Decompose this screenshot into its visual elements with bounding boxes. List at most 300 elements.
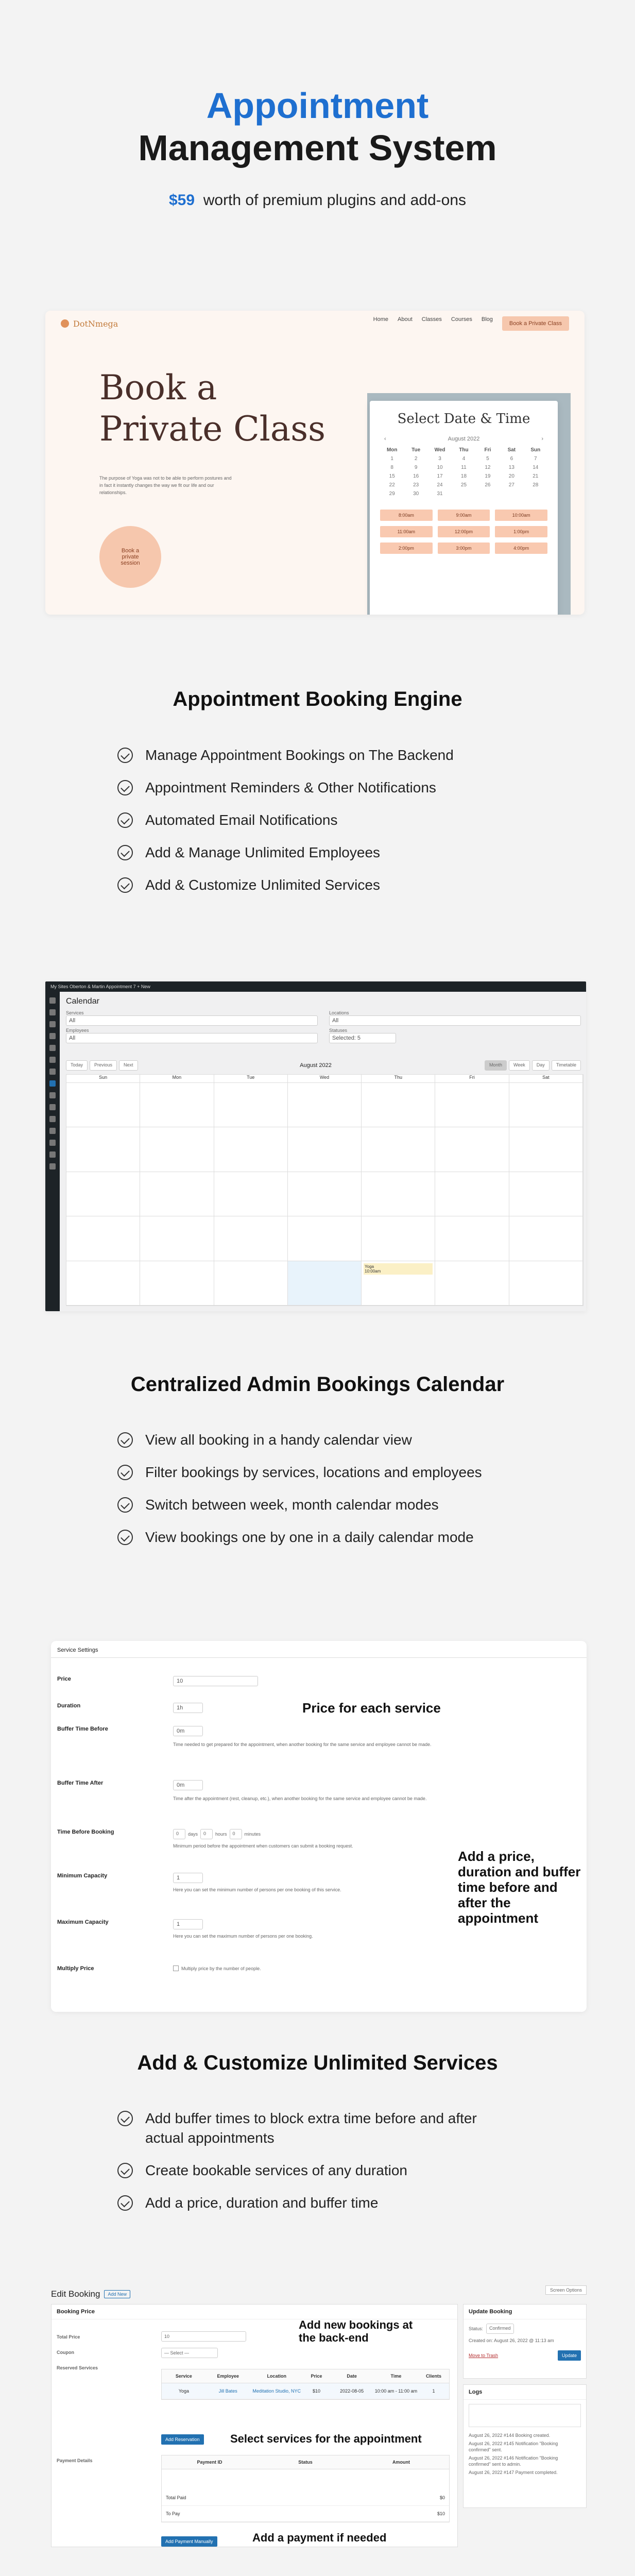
calendar-cell[interactable]: [140, 1216, 214, 1261]
feature-text: Add buffer times to block extra time before and after actual appointments: [145, 2110, 477, 2146]
calendar-cell[interactable]: [509, 1083, 583, 1127]
hero-price: $59: [168, 192, 195, 209]
multiply-price-text: Multiply price by the number of people.: [181, 1965, 261, 1971]
calendar-cell[interactable]: [66, 1172, 140, 1216]
calendar-day[interactable]: 20: [508, 473, 514, 479]
time-slot[interactable]: 4:00pm: [495, 543, 547, 554]
calendar-cell[interactable]: [288, 1083, 362, 1127]
calendar-cell[interactable]: [66, 1261, 140, 1306]
calendar-cell[interactable]: [140, 1172, 214, 1216]
calendar-cell[interactable]: [435, 1172, 509, 1216]
duration-label: Duration: [57, 1703, 81, 1709]
column-header: Location: [267, 2374, 286, 2379]
min-capacity-label: Minimum Capacity: [57, 1873, 108, 1879]
calendar-day[interactable]: 25: [460, 482, 467, 488]
check-icon: [117, 1530, 133, 1545]
calendar-cell[interactable]: [435, 1083, 509, 1127]
menu-icon[interactable]: [49, 1092, 56, 1098]
total-paid-row: [162, 2490, 449, 2506]
time-slot[interactable]: 10:00am: [495, 510, 547, 521]
price-label: Price: [57, 1676, 71, 1682]
total-price-label: Total Price: [57, 2334, 80, 2340]
calendar-cell[interactable]: [66, 1216, 140, 1261]
time-slot[interactable]: 1:00pm: [495, 526, 547, 537]
log-entry: August 26, 2022 #147 Payment completed.: [469, 2470, 558, 2475]
calendar-cell[interactable]: [140, 1127, 214, 1172]
event-title: Yoga: [365, 1264, 374, 1269]
max-capacity-label: Maximum Capacity: [57, 1919, 109, 1925]
note-price: Price for each service: [302, 1700, 441, 1716]
feature-item: [117, 778, 454, 798]
add-reservation-button[interactable]: Add Reservation: [161, 2434, 204, 2445]
wp-sidebar: [45, 992, 60, 1311]
buffer-after-label: Buffer Time After: [57, 1780, 104, 1786]
date-picker-grid: [380, 447, 547, 497]
site-nav-courses[interactable]: Courses: [451, 316, 472, 323]
column-header: Clients: [425, 2374, 441, 2379]
calendar-day[interactable]: 7: [534, 456, 537, 462]
cell-clients: 1: [432, 2388, 435, 2394]
site-logo-icon: [61, 319, 69, 328]
check-icon: [117, 2163, 133, 2178]
coupon-label: Coupon: [57, 2350, 74, 2355]
site-nav-home[interactable]: Home: [373, 316, 389, 323]
site-book-button[interactable]: Book a Private Class: [502, 316, 569, 331]
update-booking-box: [463, 2304, 587, 2379]
calendar-day[interactable]: 23: [413, 482, 419, 488]
check-icon: [117, 812, 133, 828]
move-to-trash-link[interactable]: Move to Trash: [469, 2353, 499, 2358]
date-picker-card: [370, 401, 558, 615]
wp-admin-bar: My Sites Oberton & Martin Appointment 7 + New: [45, 981, 586, 992]
created-on: Created on: August 26, 2022 @ 11:13 am: [469, 2338, 554, 2343]
calendar-cell[interactable]: [66, 1083, 140, 1127]
calendar-day[interactable]: 24: [437, 482, 443, 488]
site-logo: DotNmega: [73, 318, 118, 329]
max-capacity-row: [57, 1919, 461, 1939]
calendar-cell[interactable]: [66, 1127, 140, 1172]
calendar-day[interactable]: 18: [460, 473, 467, 479]
calendar-day[interactable]: 13: [508, 465, 514, 470]
payments-header: [162, 2455, 449, 2469]
calendar-day[interactable]: 11: [461, 465, 467, 470]
menu-icon[interactable]: [49, 997, 56, 1004]
column-header: Price: [311, 2374, 322, 2379]
calendar-weekday: Thu: [362, 1075, 435, 1083]
check-icon: [117, 780, 133, 795]
cell-time: 10:00 am - 11:00 am: [374, 2388, 418, 2394]
days-unit: days: [188, 1832, 198, 1837]
site-menu: [373, 316, 569, 331]
hero-price-suffix: worth of premium plugins and add-ons: [203, 192, 466, 209]
hours-unit: hours: [215, 1832, 227, 1837]
calendar-page-title: Calendar: [66, 997, 99, 1006]
status-select[interactable]: Confirmed: [486, 2324, 514, 2334]
calendar-cell[interactable]: [509, 1172, 583, 1216]
service-settings-screenshot: [51, 1641, 587, 2012]
time-slot[interactable]: 2:00pm: [380, 543, 433, 554]
feature-text: View bookings one by one in a daily calendar mode: [145, 1529, 474, 1545]
cell-employee[interactable]: Jill Bates: [218, 2388, 237, 2394]
to-pay-label: To Pay: [166, 2511, 180, 2516]
time-slot[interactable]: 3:00pm: [438, 543, 490, 554]
log-message-input[interactable]: [469, 2404, 581, 2427]
calendar-day[interactable]: 22: [389, 482, 395, 488]
total-paid-label: Total Paid: [166, 2495, 186, 2500]
time-before-booking-label: Time Before Booking: [57, 1829, 114, 1835]
time-slot[interactable]: 12:00pm: [438, 526, 490, 537]
weekday-label: Tue: [411, 447, 421, 453]
feature-item: [117, 875, 454, 895]
time-slot[interactable]: 8:00am: [380, 510, 433, 521]
statuses-filter[interactable]: Selected: 5: [329, 1033, 396, 1043]
calendar-month-title: August 2022: [300, 1062, 332, 1069]
time-before-booking-row: [57, 1829, 461, 1849]
date-picker-month: August 2022: [448, 436, 480, 442]
calendar-day[interactable]: 14: [533, 465, 539, 470]
log-entry: August 26, 2022 #145 Notification "Booking confirmed" sent.: [469, 2441, 558, 2452]
service-settings-heading: Service Settings: [57, 1647, 98, 1653]
calendar-weekday: Sat: [509, 1075, 583, 1083]
cell-price: $10: [312, 2388, 320, 2394]
payment-details-label: Payment Details: [57, 2458, 93, 2463]
calendar-cell[interactable]: [509, 1216, 583, 1261]
admin-calendar-screenshot: [45, 981, 586, 1311]
calendar-day[interactable]: 10: [437, 465, 443, 470]
check-icon: [117, 1432, 133, 1448]
filter-label: Employees: [66, 1028, 89, 1033]
update-button[interactable]: Update: [558, 2350, 581, 2361]
weekday-label: Mon: [386, 447, 398, 453]
site-preview: [45, 311, 585, 615]
calendar-cell[interactable]: [362, 1127, 435, 1172]
filter-label: Services: [66, 1010, 84, 1015]
weekday-label: Sun: [530, 447, 541, 453]
feature-item: [117, 2161, 480, 2180]
site-nav: [45, 311, 585, 336]
hero-title-line1: Appointment: [206, 86, 429, 126]
weekday-label: Sat: [507, 447, 516, 453]
max-capacity-input[interactable]: 1: [173, 1919, 203, 1929]
feature-text: View all booking in a handy calendar view: [145, 1432, 412, 1448]
weekday-label: Thu: [459, 447, 469, 453]
timetable-view-button[interactable]: Timetable: [552, 1060, 581, 1071]
filter-label: Statuses: [329, 1028, 348, 1033]
calendar-day[interactable]: 3: [438, 456, 441, 462]
prev-month-icon[interactable]: ‹: [384, 436, 386, 442]
calendar-weekday: Mon: [140, 1075, 214, 1083]
time-slots: [380, 510, 547, 554]
buffer-after-select[interactable]: 0m: [173, 1780, 203, 1790]
site-hero-title-line2: Private Class: [99, 409, 325, 449]
menu-icon[interactable]: [49, 1045, 56, 1051]
calendar-weekday: Fri: [435, 1075, 509, 1083]
check-icon: [117, 748, 133, 763]
min-capacity-input[interactable]: 1: [173, 1873, 203, 1883]
calendar-day[interactable]: 29: [389, 491, 395, 497]
calendar-cell[interactable]: [435, 1216, 509, 1261]
check-icon: [117, 2111, 133, 2126]
hero-title-line2: Management System: [138, 128, 497, 168]
feature-item: [117, 1463, 482, 1482]
column-header: Amount: [392, 2460, 410, 2465]
calendar-day[interactable]: 6: [510, 456, 513, 462]
calendar-day[interactable]: 5: [486, 456, 489, 462]
booking-price-box-title: Booking Price: [52, 2304, 457, 2319]
price-input[interactable]: 10: [173, 1676, 258, 1686]
day-view-button[interactable]: Day: [532, 1060, 550, 1071]
feature-item: [117, 2109, 480, 2148]
employees-filter[interactable]: All: [66, 1033, 318, 1043]
site-nav-blog[interactable]: Blog: [481, 316, 493, 323]
calendar-cell[interactable]: [362, 1172, 435, 1216]
feature-item: [117, 810, 454, 830]
buffer-before-select[interactable]: 0m: [173, 1726, 203, 1736]
feature-text: Appointment Reminders & Other Notifications: [145, 779, 436, 795]
feature-item: [117, 745, 454, 765]
calendar-day[interactable]: 30: [413, 491, 419, 497]
admin-calendar-features: [117, 1430, 482, 1560]
total-paid-value: $0: [439, 2495, 445, 2500]
note-add-payment: Add a payment if needed: [252, 2531, 387, 2544]
calendar-day[interactable]: 21: [533, 473, 539, 479]
menu-icon[interactable]: [49, 1009, 56, 1015]
booking-engine-features: [117, 745, 454, 908]
site-hero-title: [99, 367, 325, 450]
edit-booking-title: Edit Booking: [51, 2289, 100, 2299]
month-view-button[interactable]: Month: [485, 1060, 507, 1071]
next-button[interactable]: Next: [119, 1060, 138, 1071]
calendar-day[interactable]: 12: [485, 465, 491, 470]
calendar-cell[interactable]: [140, 1261, 214, 1306]
column-header: Employee: [217, 2374, 239, 2379]
calendar-cell[interactable]: [214, 1127, 288, 1172]
section-booking-engine-title: Appointment Booking Engine: [173, 688, 462, 710]
calendar-day[interactable]: 26: [485, 482, 491, 488]
feature-text: Add & Manage Unlimited Employees: [145, 844, 381, 860]
min-capacity-help: Here you can set the minimum number of persons per one booking of this service.: [173, 1887, 341, 1892]
coupon-select[interactable]: — Select —: [161, 2348, 218, 2358]
feature-item: [117, 2193, 480, 2213]
feature-item: [117, 1528, 482, 1547]
date-picker-month-nav: [380, 436, 547, 442]
logs-box: [463, 2384, 587, 2508]
edit-booking-screenshot: [51, 2287, 587, 2550]
column-header: Service: [175, 2374, 192, 2379]
month-calendar-grid: [66, 1074, 583, 1306]
multiply-price-row: [57, 1965, 261, 1972]
check-icon: [117, 1497, 133, 1513]
calendar-weekday: Wed: [288, 1075, 362, 1083]
locations-filter[interactable]: All: [329, 1015, 581, 1026]
weekday-label: Fri: [484, 447, 491, 453]
calendar-day[interactable]: 19: [485, 473, 491, 479]
calendar-day[interactable]: 2: [414, 456, 418, 462]
column-header: Payment ID: [197, 2460, 222, 2465]
calendar-day[interactable]: 1: [390, 456, 393, 462]
feature-text: Manage Appointment Bookings on The Backend: [145, 747, 454, 763]
section-services-title: Add & Customize Unlimited Services: [137, 2052, 498, 2074]
log-entry: August 26, 2022 #144 Booking created.: [469, 2433, 551, 2438]
week-view-button[interactable]: Week: [509, 1060, 530, 1071]
payments-table: [161, 2455, 450, 2522]
booking-price-box: [51, 2304, 458, 2547]
cell-date: 2022-08-05: [340, 2388, 364, 2394]
site-hero-intro: The purpose of Yoga was not to be able to perform postures and in fact it instantly changes the way we fit our life and our relationships.: [99, 476, 232, 495]
feature-text: Filter bookings by services, locations and employees: [145, 1464, 482, 1480]
minutes-unit: minutes: [244, 1832, 261, 1837]
add-new-button[interactable]: Add New: [104, 2290, 130, 2298]
calendar-cell[interactable]: [288, 1172, 362, 1216]
reserved-services-header: [162, 2369, 449, 2383]
menu-icon[interactable]: [49, 1163, 56, 1170]
check-icon: [117, 877, 133, 893]
edit-booking-header: [51, 2289, 130, 2299]
to-pay-value: $10: [437, 2511, 445, 2516]
cell-location[interactable]: Meditation Studio, NYC: [252, 2388, 301, 2394]
add-payment-button[interactable]: Add Payment Manually: [161, 2536, 217, 2547]
multiply-price-label: Multiply Price: [57, 1965, 94, 1972]
column-header: Date: [347, 2374, 357, 2379]
hours-input[interactable]: 0: [200, 1829, 213, 1839]
calendar-cell[interactable]: [214, 1261, 288, 1306]
calendar-day[interactable]: 28: [533, 482, 539, 488]
buffer-before-label: Buffer Time Before: [57, 1726, 108, 1732]
to-pay-row: [162, 2506, 449, 2522]
check-icon: [117, 845, 133, 860]
calendar-cell[interactable]: [288, 1216, 362, 1261]
menu-icon[interactable]: [49, 1069, 56, 1075]
feature-item: [117, 1495, 482, 1515]
check-icon: [117, 1465, 133, 1480]
logs-title: Logs: [464, 2385, 586, 2400]
log-entry: August 26, 2022 #146 Notification "Booking confirmed" sent to admin.: [469, 2455, 558, 2467]
column-header: Status: [298, 2460, 313, 2465]
time-slot[interactable]: 11:00am: [380, 526, 433, 537]
minutes-input[interactable]: 0: [230, 1829, 242, 1839]
feature-text: Add a price, duration and buffer time: [145, 2195, 379, 2211]
calendar-cell[interactable]: [362, 1261, 435, 1306]
menu-icon[interactable]: [49, 1128, 56, 1134]
price-row: [57, 1676, 258, 1686]
calendar-day[interactable]: 4: [462, 456, 466, 462]
feature-item: [117, 843, 454, 862]
calendar-cell[interactable]: [362, 1083, 435, 1127]
status-label: Status:: [469, 2326, 484, 2331]
weekday-label: Wed: [434, 447, 445, 453]
calendar-cell[interactable]: [435, 1261, 509, 1306]
previous-button[interactable]: Previous: [90, 1060, 117, 1071]
calendar-cell[interactable]: [140, 1083, 214, 1127]
duration-row: [57, 1703, 203, 1713]
column-header: Time: [390, 2374, 402, 2379]
calendar-cell[interactable]: [214, 1172, 288, 1216]
calendar-menu-icon[interactable]: [49, 1080, 56, 1087]
menu-icon[interactable]: [49, 1116, 56, 1122]
reserved-services-table: [161, 2369, 450, 2400]
calendar-day[interactable]: 8: [390, 465, 393, 470]
date-picker-title: Select Date & Time: [397, 411, 530, 427]
calendar-day[interactable]: 17: [437, 473, 443, 479]
check-icon: [117, 2195, 133, 2211]
event-time: 10:00am: [365, 1268, 381, 1274]
note-select-services: Select services for the appointment: [230, 2432, 422, 2445]
feature-text: Create bookable services of any duration: [145, 2162, 407, 2178]
feature-text: Switch between week, month calendar modes: [145, 1497, 439, 1513]
days-input[interactable]: 0: [173, 1829, 185, 1839]
calendar-cell[interactable]: [214, 1083, 288, 1127]
update-booking-title: Update Booking: [464, 2304, 586, 2319]
calendar-day[interactable]: 9: [414, 465, 418, 470]
site-circle-button[interactable]: Book a private session: [99, 526, 161, 588]
screen-options-button[interactable]: Screen Options: [545, 2285, 587, 2295]
calendar-cell[interactable]: [214, 1216, 288, 1261]
total-price-input[interactable]: 10: [161, 2331, 246, 2342]
section-admin-calendar-title: Centralized Admin Bookings Calendar: [130, 1373, 505, 1396]
calendar-weekday: Tue: [214, 1075, 288, 1083]
time-before-booking-help: Minimum period before the appointment when customers can submit a booking request.: [173, 1843, 353, 1849]
calendar-day[interactable]: 27: [508, 482, 514, 488]
buffer-after-help: Time after the appointment (rest, cleanup, etc.), when another booking for the same service and employee cannot be made.: [173, 1796, 427, 1801]
site-nav-classes[interactable]: Classes: [421, 316, 442, 323]
calendar-cell[interactable]: [435, 1127, 509, 1172]
duration-select[interactable]: 1h: [173, 1703, 203, 1713]
buffer-before-row: [57, 1726, 575, 1748]
menu-icon[interactable]: [49, 1021, 56, 1027]
time-slot[interactable]: 9:00am: [438, 510, 490, 521]
hero-price-line: [0, 192, 635, 209]
divider: [51, 1657, 587, 1658]
site-nav-about[interactable]: About: [398, 316, 413, 323]
calendar-weekday: Sun: [66, 1075, 140, 1083]
menu-icon[interactable]: [49, 1033, 56, 1039]
multiply-price-checkbox[interactable]: [173, 1965, 179, 1971]
filter-label: Locations: [329, 1010, 349, 1015]
menu-icon[interactable]: [49, 1104, 56, 1110]
feature-item: [117, 1430, 482, 1450]
feature-text: Add & Customize Unlimited Services: [145, 877, 380, 893]
calendar-event[interactable]: [364, 1263, 433, 1275]
site-hero-title-line1: Book a: [99, 368, 217, 408]
calendar-day[interactable]: 31: [437, 491, 443, 497]
calendar-cell[interactable]: [288, 1261, 362, 1306]
calendar-cell[interactable]: [509, 1261, 583, 1306]
min-capacity-row: [57, 1873, 461, 1892]
calendar-cell[interactable]: [288, 1127, 362, 1172]
calendar-view-switcher: [485, 1060, 581, 1071]
table-row[interactable]: [162, 2383, 449, 2399]
cell-service: Yoga: [178, 2388, 190, 2394]
calendar-cell[interactable]: [509, 1127, 583, 1172]
calendar-day[interactable]: 15: [389, 473, 395, 479]
menu-icon[interactable]: [49, 1140, 56, 1146]
buffer-before-help: Time needed to get prepared for the appointment, when another booking for the same service and employee cannot be made.: [173, 1742, 432, 1747]
payments-empty: [162, 2469, 449, 2490]
feature-text: Automated Email Notifications: [145, 812, 338, 828]
calendar-cell[interactable]: [362, 1216, 435, 1261]
max-capacity-help: Here you can set the maximum number of persons per one booking.: [173, 1934, 313, 1939]
note-duration-buffer: Add a price, duration and buffer time before and after the appointment: [458, 1849, 581, 1926]
menu-icon[interactable]: [49, 1151, 56, 1158]
calendar-filters: [66, 1010, 581, 1043]
buffer-after-row: [57, 1780, 575, 1802]
reserved-services-label: Reserved Services: [57, 2365, 98, 2370]
calendar-day[interactable]: 16: [413, 473, 419, 479]
next-month-icon[interactable]: ›: [541, 436, 543, 442]
services-filter[interactable]: All: [66, 1015, 318, 1026]
services-features: [117, 2109, 480, 2226]
today-button[interactable]: Today: [66, 1060, 88, 1071]
